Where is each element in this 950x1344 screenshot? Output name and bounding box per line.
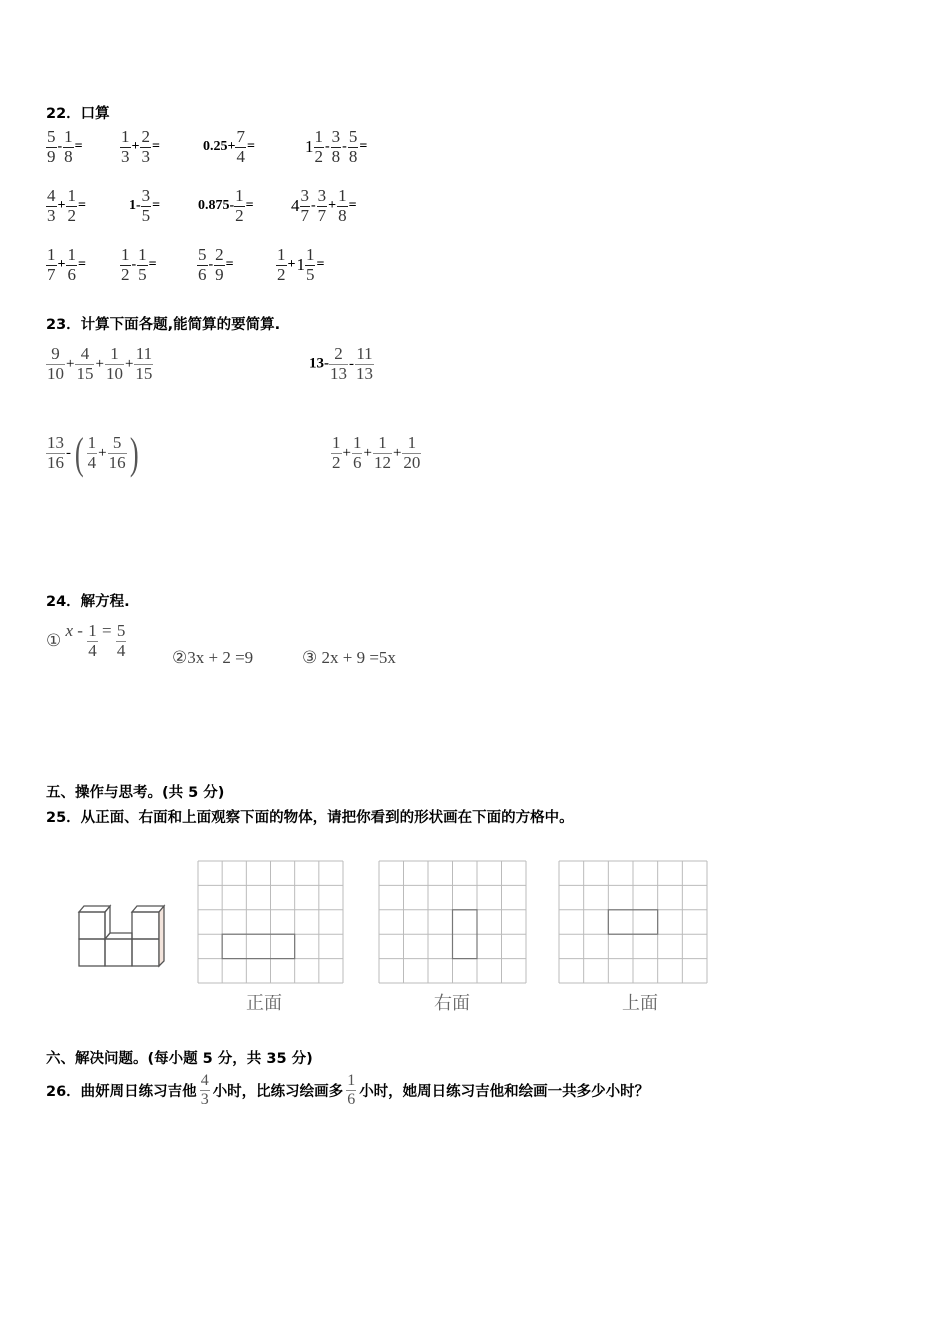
operator: + (57, 198, 66, 214)
fraction: $\frac{1}{2}$ (67, 186, 76, 225)
fraction: $\frac{1}{2}$ (332, 433, 341, 472)
caption-top: 上面 (622, 993, 658, 1013)
fraction: $\frac{3}{7}$ (300, 186, 309, 225)
operator: = (77, 198, 86, 214)
front-view-grid[interactable] (197, 860, 344, 984)
fraction: $\frac{1}{7}$ (47, 245, 56, 284)
q23-title: 23．计算下面各题,能简算的要简算. (46, 317, 281, 333)
q22-item-2-4 (291, 187, 358, 225)
operator: + (328, 198, 337, 214)
operator: + (98, 445, 107, 461)
fraction: $\frac{4}{15}$ (76, 344, 94, 383)
fraction: $\frac{9}{10}$ (47, 344, 64, 383)
number-operand: 0.875- (198, 198, 235, 214)
fraction: $\frac{1}{4}$ (87, 433, 97, 472)
fraction: $\frac{1}{8}$ (64, 127, 73, 166)
fraction: $\frac{1}{5}$ (138, 245, 147, 284)
q26-text (46, 1072, 649, 1108)
fraction: $\frac{5}{6}$ (198, 245, 207, 284)
fraction: $\frac{1}{6}$ (67, 245, 76, 284)
eq1-fraction-2: $\frac{5}{4}$ (116, 621, 126, 660)
operator: - (131, 257, 137, 273)
operator: = (148, 257, 157, 273)
fraction: $\frac{11}{15}$ (135, 344, 153, 383)
q24-title: 24．解方程. (46, 594, 130, 610)
operator: - (311, 198, 316, 214)
fraction: $\frac{2}{3}$ (141, 127, 150, 166)
operator: - (66, 445, 71, 461)
operator: = (77, 257, 86, 273)
q22-item-2-1 (46, 187, 87, 225)
whole-part: 1 (305, 137, 314, 157)
operator: = (225, 257, 234, 273)
operator: + (342, 444, 351, 461)
operator: = (246, 139, 255, 155)
q22-item-3-1 (46, 246, 87, 284)
operator: + (124, 355, 134, 372)
fraction: $\frac{3}{8}$ (331, 127, 341, 166)
fraction: $\frac{1}{12}$ (373, 433, 391, 472)
fraction: $\frac{5}{9}$ (47, 127, 56, 166)
fraction: $\frac{5}{16}$ (108, 433, 126, 472)
q23-expr-2 (309, 345, 374, 383)
caption-front: 正面 (246, 993, 282, 1013)
q22-item-3-4 (276, 246, 325, 284)
grid-outline (222, 934, 294, 958)
q22-item-3-3 (197, 246, 235, 284)
whole-part: 1 (296, 255, 305, 275)
fraction: $\frac{7}{4}$ (236, 127, 245, 166)
fraction: $\frac{1}{5}$ (305, 245, 315, 284)
fraction: $\frac{3}{7}$ (317, 186, 327, 225)
operator: + (57, 257, 66, 273)
left-paren: ( (74, 429, 84, 478)
fraction: $\frac{3}{5}$ (141, 186, 151, 225)
q22-item-1-4 (305, 128, 368, 166)
operator: + (131, 139, 140, 155)
operator: - (342, 139, 347, 155)
q23-expr-3 (46, 428, 141, 479)
q26-part-a: 26．曲妍周日练习吉他 (46, 1083, 197, 1100)
q22-item-1-1 (46, 128, 84, 166)
q26-part-c: 小时，她周日练习吉他和绘画一共多少小时？ (359, 1083, 650, 1100)
fraction: $\frac{4}{3}$ (47, 186, 56, 225)
q22-item-1-2 (120, 128, 161, 166)
q22-item-2-3 (198, 187, 255, 225)
fraction: $\frac{1}{10}$ (105, 344, 123, 383)
operator: = (152, 198, 161, 214)
fraction: $\frac{2}{9}$ (215, 245, 224, 284)
eq1-op: - (77, 621, 83, 641)
q26-fraction-2: $\frac{1}{6}$ (347, 1072, 356, 1108)
fraction: $\frac{5}{8}$ (348, 127, 358, 166)
operator: + (287, 257, 296, 273)
operator: - (57, 139, 63, 155)
fraction: $\frac{1}{8}$ (338, 186, 347, 225)
operator: = (151, 139, 160, 155)
q22-title: 22．口算 (46, 106, 110, 122)
operator: = (348, 198, 357, 214)
fraction: $\frac{1}{20}$ (403, 433, 421, 472)
operator: = (245, 198, 254, 214)
q25-text: 25．从正面、右面和上面观察下面的物体，请把你看到的形状画在下面的方格中。 (46, 810, 574, 826)
q24-equation-3: ③ 2x + 9 =5x (302, 648, 396, 667)
q24-equation-1 (46, 622, 126, 660)
cube-stack-figure (76, 903, 174, 969)
fraction: $\frac{1}{6}$ (352, 433, 362, 472)
number-operand: 0.25+ (203, 139, 236, 155)
whole-part: 4 (291, 196, 300, 216)
operator: + (363, 444, 372, 461)
caption-right: 右面 (434, 993, 470, 1013)
q22-item-1-3 (203, 128, 256, 166)
section5-title: 五、操作与思考。(共 5 分) (46, 785, 225, 801)
q26-part-b: 小时，比练习绘画多 (212, 1083, 344, 1100)
lead-fraction: $\frac{13}{16}$ (47, 433, 64, 472)
operator: = (359, 139, 368, 155)
eq1-fraction-1: $\frac{1}{4}$ (88, 621, 97, 660)
lead-number: 13- (309, 355, 329, 372)
fraction: $\frac{1}{2}$ (235, 186, 244, 225)
q26-fraction-1: $\frac{4}{3}$ (200, 1072, 209, 1108)
right-paren: ) (129, 429, 139, 478)
operator: = (74, 139, 83, 155)
fraction: $\frac{1}{2}$ (121, 245, 130, 284)
right-view-grid[interactable] (378, 860, 527, 984)
q22-item-3-2 (120, 246, 158, 284)
operator: + (95, 355, 104, 372)
q22-item-2-2 (129, 187, 161, 225)
eq1-equals: = (101, 621, 112, 641)
number-operand: 1- (129, 198, 141, 214)
q24-equation-2: ②3x + 2 =9 (172, 648, 254, 667)
q23-expr-1 (46, 345, 153, 383)
q23-expr-4 (331, 434, 421, 472)
operator: + (392, 444, 402, 461)
fraction: $\frac{1}{3}$ (121, 127, 130, 166)
operator: - (208, 257, 214, 273)
fraction: $\frac{11}{13}$ (356, 344, 373, 383)
fraction: $\frac{1}{2}$ (314, 127, 323, 166)
fraction: $\frac{1}{2}$ (277, 245, 286, 284)
operator: + (66, 355, 75, 372)
operator: - (325, 139, 330, 155)
fraction: $\frac{2}{13}$ (330, 344, 347, 383)
section6-title: 六、解决问题。(每小题 5 分，共 35 分) (46, 1051, 313, 1067)
operator: - (349, 355, 354, 372)
operator: = (316, 257, 325, 273)
eq1-var: x (65, 621, 74, 641)
eq1-marker: ① (46, 631, 62, 651)
top-view-grid[interactable] (558, 860, 708, 984)
